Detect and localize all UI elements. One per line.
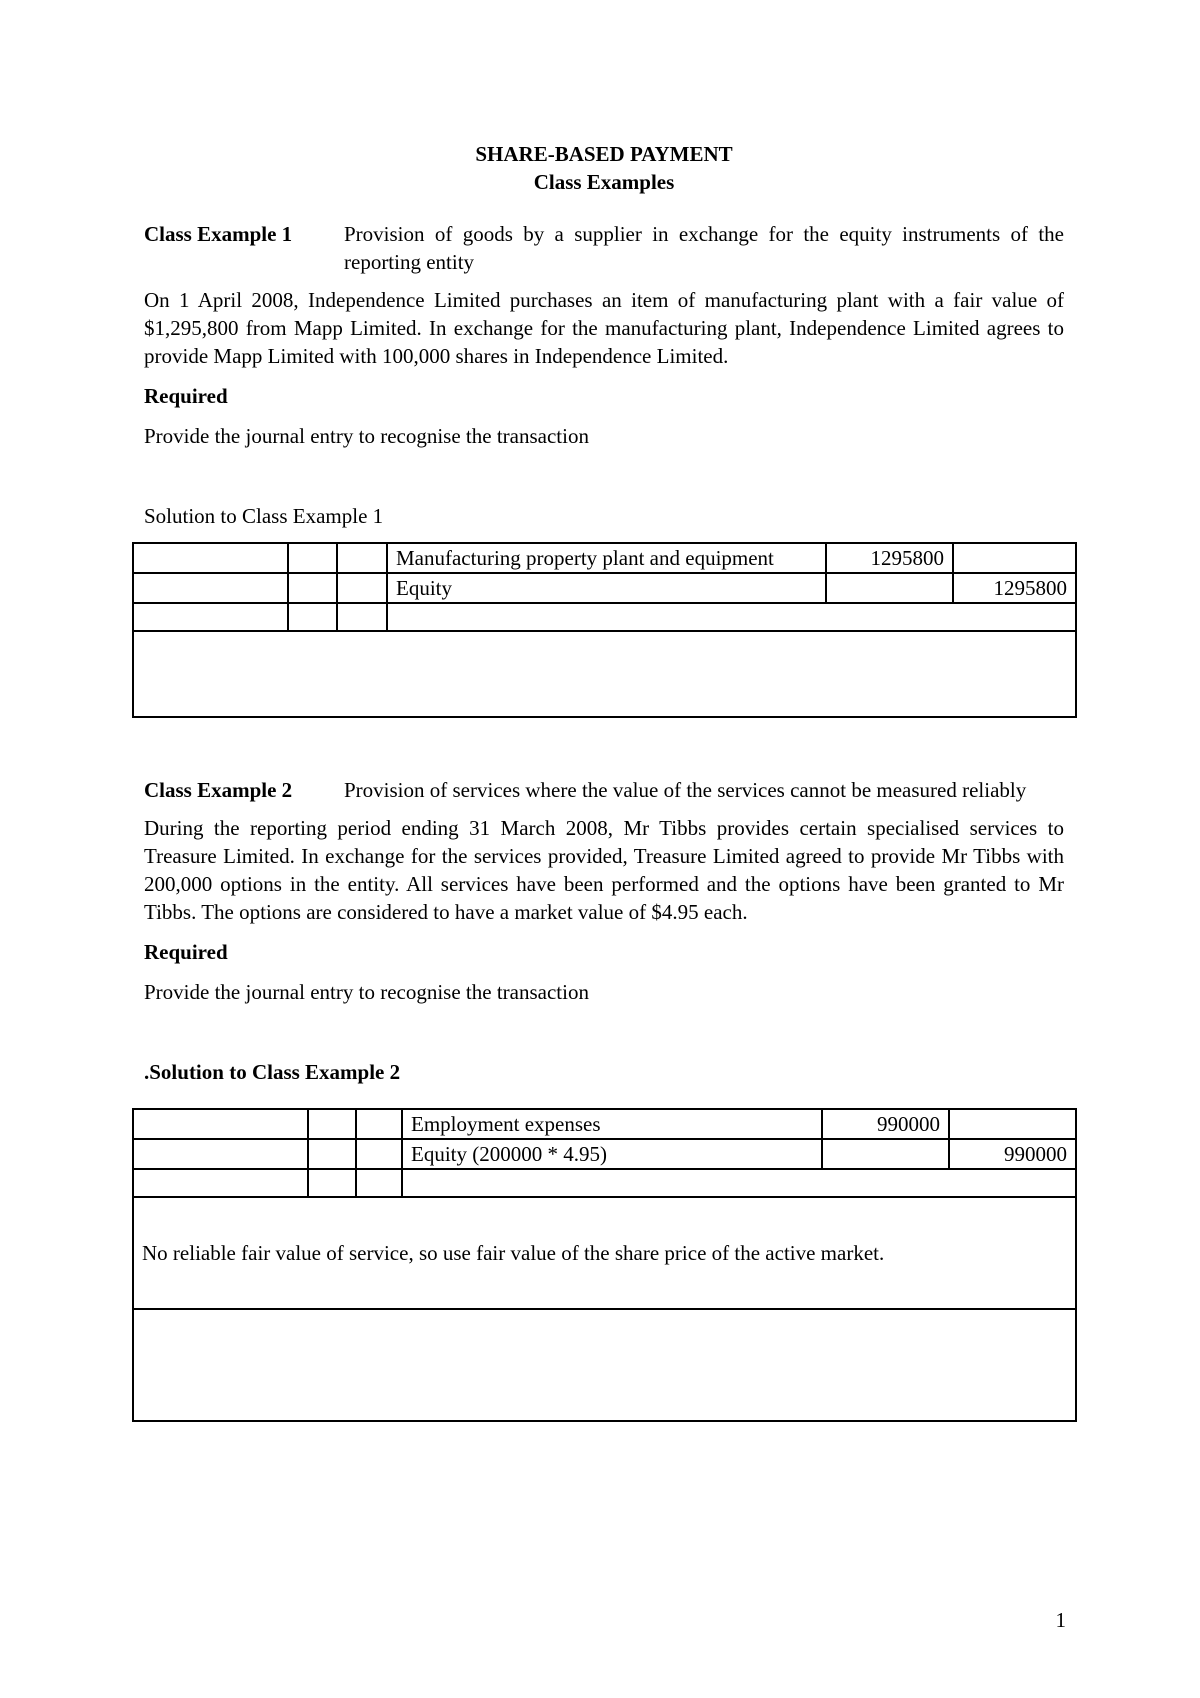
example-2-heading [144, 776, 1064, 804]
account-cell [387, 603, 1076, 631]
example-1-label: Class Example 1 [144, 222, 293, 246]
example-1-body: On 1 April 2008, Independence Limited purchases an item of manufacturing plant with a fair value of $1,295,800 from Mapp Limited. In exchange for the manufacturing plant, Independence Limited agrees to provide Mapp Limited with 100,000 shares in Independence Limited. [144, 288, 1064, 368]
account-cell [402, 1169, 1076, 1197]
example-2-body: During the reporting period ending 31 March 2008, Mr Tibbs provides certain specialised services to Treasure Limited. In exchange for the services provided, Treasure Limited agreed to provide Mr Tibbs with 200,000 options in the entity. All services have been performed and the options have been granted to Mr Tibbs. The options are considered to have a market value of $4.95 each. [144, 816, 1064, 924]
example-2-description: Provision of services where the value of the services cannot be measured reliably [344, 778, 1027, 802]
credit-cell: 990000 [949, 1139, 1076, 1169]
account-cell: Equity [387, 573, 826, 603]
page-number: 1 [1055, 1608, 1066, 1632]
example-1-required-text: Provide the journal entry to recognise the transaction [144, 424, 589, 448]
example-2-solution-heading: .Solution to Class Example 2 [144, 1060, 401, 1084]
example-2-label: Class Example 2 [144, 778, 293, 802]
table-row [133, 1139, 1076, 1169]
table-row [133, 573, 1076, 603]
credit-cell [949, 1109, 1076, 1139]
debit-cell: 990000 [822, 1109, 949, 1139]
example-1-required-heading: Required [144, 384, 228, 408]
table-note-row [133, 1197, 1076, 1309]
table-row [133, 1109, 1076, 1139]
credit-cell: 1295800 [953, 573, 1076, 603]
account-cell: Equity (200000 * 4.95) [402, 1139, 822, 1169]
document-title: SHARE-BASED PAYMENT [475, 142, 733, 166]
table-note-row [133, 631, 1076, 717]
example-1-description: Provision of goods by a supplier in exchange for the equity instruments of the reporting entity [344, 222, 1064, 274]
table-note-cell [133, 631, 1076, 717]
debit-cell [822, 1139, 949, 1169]
example-1-solution-heading: Solution to Class Example 1 [144, 504, 384, 528]
document-page [142, 140, 1067, 1422]
table-note-cell: No reliable fair value of service, so use fair value of the share price of the active market. [133, 1197, 1076, 1309]
credit-cell [953, 543, 1076, 573]
example-2-journal-table [132, 1108, 1077, 1422]
table-row [133, 603, 1076, 631]
account-cell: Employment expenses [402, 1109, 822, 1139]
debit-cell: 1295800 [826, 543, 953, 573]
table-extra-note-cell [133, 1309, 1076, 1421]
example-1-journal-table [132, 542, 1077, 718]
example-1-heading [144, 220, 1064, 276]
table-row [133, 543, 1076, 573]
table-note-row [133, 1309, 1076, 1421]
document-subtitle: Class Examples [533, 170, 675, 194]
example-2-required-text: Provide the journal entry to recognise the transaction [144, 980, 589, 1004]
debit-cell [826, 573, 953, 603]
table-row [133, 1169, 1076, 1197]
example-2-required-heading: Required [144, 940, 228, 964]
account-cell: Manufacturing property plant and equipment [387, 543, 826, 573]
